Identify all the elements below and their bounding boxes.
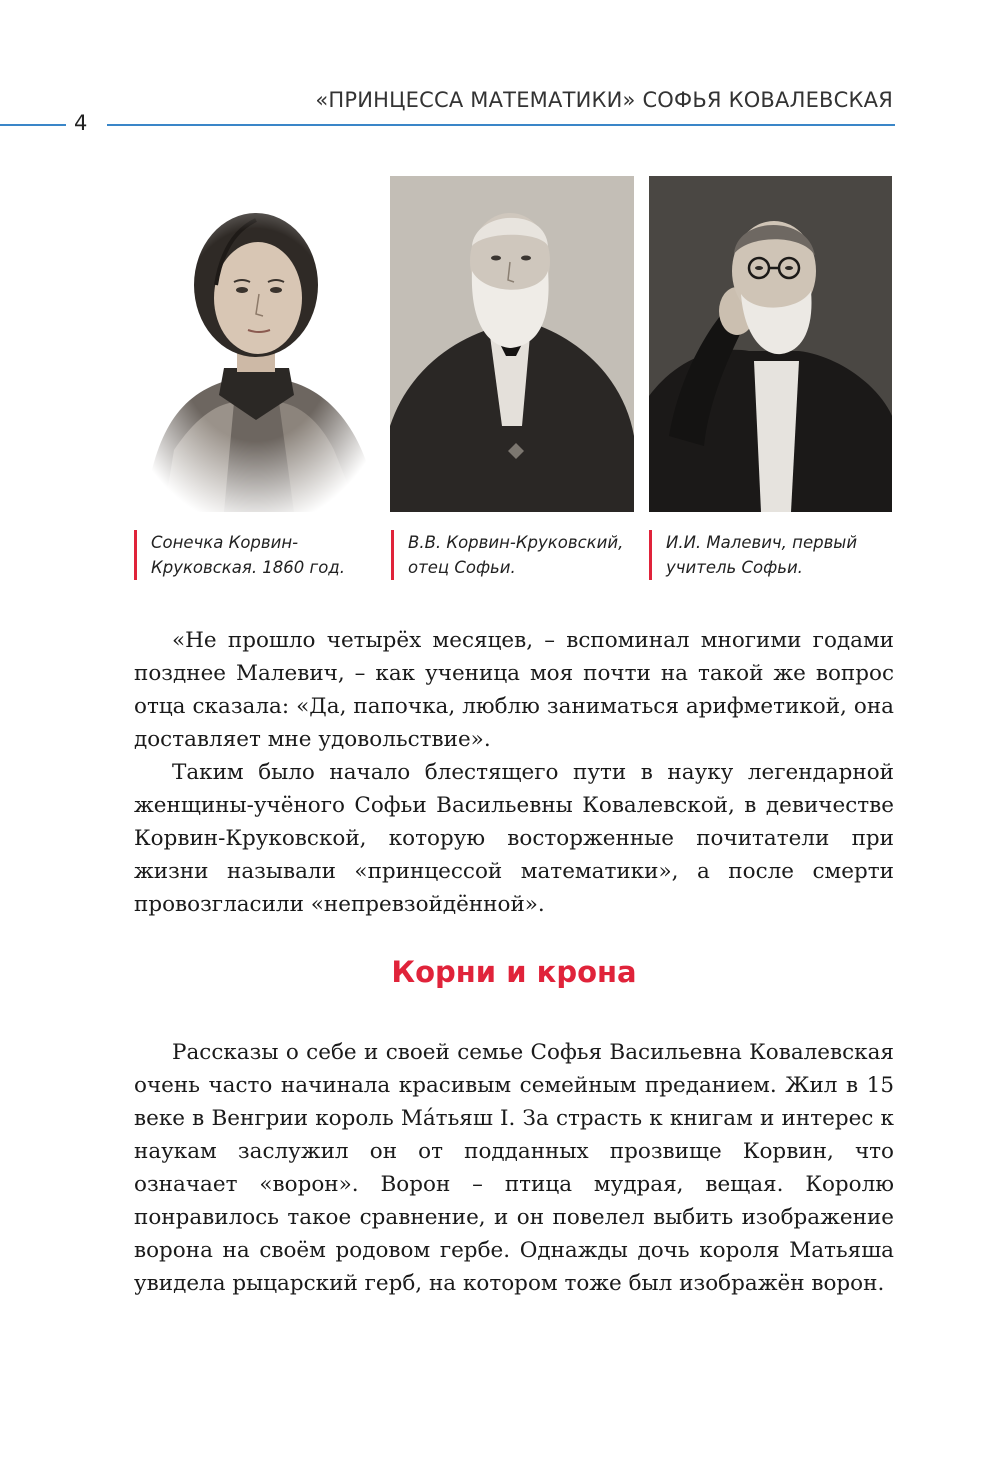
body-paragraph-2: Таким было начало блестящего пути в науку легендарной женщины-учёного Софьи Васильевны Ковалевской, в девичестве Корвин-Круковской, которую восторженные почитатели при жизни называли «принцессой математики», а после смерти провозгласили «непревзойдённой». [134,760,894,917]
page-number: 4 [74,111,88,135]
body-paragraph-1: «Не прошло четырёх месяцев, – вспоминал многими годами позднее Малевич, – как ученица моя почти на такой же вопрос отца сказала: «Да, папочка, люблю заниматься арифметикой, она доставляет мне удовольствие». [134,628,894,752]
body-paragraph-3: Рассказы о себе и своей семье Софья Васильевна Ковалевская очень часто начинала красивым семейным преданием. Жил в 15 веке в Венгрии король Ма́тьяш I. За страсть к книгам и интерес к наукам заслужил он от подданных прозвище Корвин, что означает «ворон». Ворон – птица мудрая, вещая. Королю понравилось такое сравнение, и он повелел выбить изображение ворона на своём родовом гербе. Однажды дочь короля Матьяша увидела рыцарский герб, на котором тоже был изображён ворон. [134,1040,894,1296]
portrait-man-glasses-photo [649,176,892,512]
caption-photo-3: И.И. Малевич, первый учитель Софьи. [649,530,910,580]
section-heading: Корни и крона [391,955,637,989]
portrait-bearded-man-photo [390,176,634,512]
caption-photo-1: Сонечка Корвин-Круковская. 1860 год. [134,530,391,580]
header-rule-right [107,124,895,126]
portrait-girl-photo [134,190,378,512]
caption-photo-2: В.В. Корвин-Круковский, отец Софьи. [391,530,652,580]
header-rule-left [0,124,66,126]
running-title: «ПРИНЦЕССА МАТЕМАТИКИ» СОФЬЯ КОВАЛЕВСКАЯ [315,88,893,112]
